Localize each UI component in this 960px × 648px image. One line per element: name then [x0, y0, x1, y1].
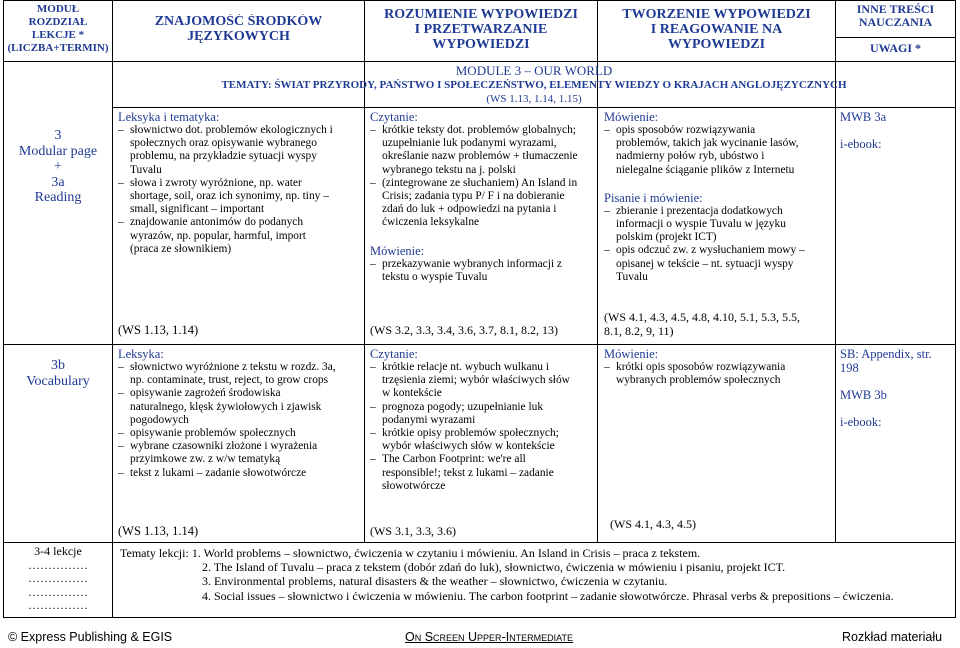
- row1-reception-cell: [370, 110, 597, 284]
- label-lexis-topics: Leksyka i tematyka:: [118, 110, 220, 124]
- list-item: – opis odczuć zw. z wysłuchaniem mowy – opisanej w tekście – nt. sytuacji wyspy Tuvalu: [604, 244, 835, 284]
- row1-language-cell: [118, 110, 364, 256]
- label-reading: Czytanie:: [370, 110, 418, 124]
- header-col4: TWORZENIE WYPOWIEDZI I REAGOWANIE NA WYPOWIEDZI: [622, 7, 811, 52]
- iebook-ref: i-ebook:: [840, 137, 882, 151]
- footer-title: Rozkład materiału: [842, 630, 943, 644]
- list-item: – zbieranie i prezentacja dodatkowych informacji o wyspie Tuvalu w języku polskim (projekt ICT): [604, 205, 835, 245]
- list-item: – wybrane czasowniki złożone i wyrażenia przyimkowe zw. z w/w tematyką: [118, 440, 364, 466]
- header-col1: MODUŁ ROZDZIAŁ LEKCJE * (LICZBA+TERMIN): [7, 3, 109, 54]
- list-item: – opisywanie zagrożeń środowiska naturalnego, klęsk żywiołowych i zjawisk pogodowych: [118, 387, 364, 427]
- iebook-ref: i-ebook:: [840, 415, 882, 429]
- topic-row-3: 3. Environmental problems, natural disasters & the weather – słownictwo, ćwiczenia w czytaniu.: [202, 574, 668, 589]
- row2-production-ws: (WS 4.1, 4.3, 4.5): [610, 517, 696, 531]
- list-item: – słownictwo wyróżnione z tekstu w rozdz. 3a, np. contaminate, trust, reject, to grow crops: [118, 361, 364, 387]
- module-themes: TEMATY: ŚWIAT PRZYRODY, PAŃSTWO I SPOŁECZEŃSTWO, ELEMENTY WIEDZY O KRAJACH ANGLOJĘZYCZNYCH: [221, 79, 847, 91]
- footer-course: On Screen Upper-Intermediate: [405, 630, 574, 644]
- list-item: – (zintegrowane ze słuchaniem) An Island in Crisis; zadania typu P/ F i na dobieranie zdań do luk + odpowiedzi na pytania i ćwiczenia leksykalne: [370, 177, 597, 230]
- label-speaking: Mówienie:: [604, 347, 659, 361]
- border-left: [3, 0, 4, 618]
- row-divider-module: [112, 107, 956, 108]
- list-item: – opisywanie problemów społecznych: [118, 427, 364, 440]
- header-col5: INNE TREŚCI NAUCZANIA: [856, 3, 935, 29]
- row1-production-ws: (WS 4.1, 4.3, 4.5, 4.8, 4.10, 5.1, 5.3, 5.5, 8.1, 8.2, 9, 11): [604, 310, 800, 338]
- list-item: – słownictwo dot. problemów ekologicznych i społecznych oraz opisywanie wybranego problemu, na przykładzie sytuacji wyspy Tuvalu: [118, 124, 364, 177]
- list-item: – przekazywanie wybranych informacji z tekstu o wyspie Tuvalu: [370, 258, 597, 284]
- list-item: – prognoza pogody; uzupełnianie luk podanymi wyrazami: [370, 401, 597, 427]
- list-item: – tekst z lukami – zadanie słowotwórcze: [118, 467, 364, 480]
- label-speaking: Mówienie:: [604, 110, 659, 124]
- topic-row-2: 2. The Island of Tuvalu – praca z tekstem (dobór zdań do luk), słownictwo, ćwiczenia w mówieniu i pisaniu, projekt ICT.: [202, 560, 786, 575]
- border-top: [3, 0, 956, 1]
- list-item: – słowa i zwroty wyróżnione, np. water shortage, soil, oraz ich synonimy, np. tiny – small, significant – important: [118, 177, 364, 217]
- list-item: – krótkie opisy problemów społecznych; wybór właściwych słów w kontekście: [370, 427, 597, 453]
- row2-reception-ws: (WS 3.1, 3.3, 3.6): [370, 524, 456, 538]
- row2-language-ws: (WS 1.13, 1.14): [118, 524, 199, 538]
- label-lexis: Leksyka:: [118, 347, 164, 361]
- module-ws: (WS 1.13, 1.14, 1.15): [486, 93, 582, 105]
- topic-row-1: [120, 546, 955, 560]
- lesson-topics: [120, 546, 955, 603]
- row2-other-cell: [840, 347, 955, 429]
- topic-text: 1. World problems – słownictwo, ćwiczenia w czytaniu i mówieniu. An Island in Crisis – praca z tekstem.: [191, 546, 701, 560]
- row1-other-cell: [840, 110, 955, 151]
- list-item: – krótki opis sposobów rozwiązywania wybranych problemów społecznych: [604, 361, 835, 387]
- label-writing-speaking: Pisanie i mówienie:: [604, 190, 703, 205]
- border-right: [955, 0, 956, 618]
- list-item: – krótkie teksty dot. problemów globalnych; uzupełnianie luk podanymi wyrazami, określanie nazw problemów + tłumaczenie wybranego tekstu na j. polski: [370, 124, 597, 177]
- border-bottom: [3, 617, 956, 618]
- footer-copyright: © Express Publishing & EGIS: [8, 630, 173, 644]
- row1-reception-ws: (WS 3.2, 3.3, 3.4, 3.6, 3.7, 8.1, 8.2, 13): [370, 323, 558, 337]
- row-divider-2: [3, 542, 956, 543]
- sb-appendix-ref: SB: Appendix, str.: [840, 347, 932, 361]
- topics-label: Tematy lekcji:: [120, 546, 189, 560]
- row1-production-cell: [604, 110, 835, 284]
- lesson-3-label: 3 Modular page + 3a Reading: [18, 128, 98, 205]
- row2-reception-cell: [370, 347, 597, 493]
- list-item: – opis sposobów rozwiązywania problemów, takich jak wycinanie lasów, nadmierny połów ryb, ubóstwo i nielegalne ściąganie plików z Internetu: [604, 124, 835, 177]
- list-item: – znajdowanie antonimów do podanych wyrazów, np. popular, harmful, import (praca ze słownikiem): [118, 216, 364, 256]
- sb-appendix-page: 198: [840, 361, 859, 375]
- header-col3: ROZUMIENIE WYPOWIEDZI I PRZETWARZANIE WYPOWIEDZI: [384, 7, 578, 52]
- row-divider-header: [3, 61, 956, 62]
- module-title: MODULE 3 – OUR WORLD: [455, 63, 613, 78]
- notes-divider: [835, 37, 956, 38]
- list-item: – krótkie relacje nt. wybuch wulkanu i trzęsienia ziemi; wybór właściwych słów w kontekście: [370, 361, 597, 401]
- label-speaking: Mówienie:: [370, 243, 425, 258]
- lesson-3b-label: 3b Vocabulary: [26, 358, 90, 389]
- row-divider-1: [3, 344, 956, 345]
- header-col2: ZNAJOMOŚĆ ŚRODKÓW JĘZYKOWYCH: [154, 14, 323, 44]
- header-notes: UWAGI *: [869, 42, 921, 55]
- list-item: – The Carbon Footprint: we're all responsible!; tekst z lukami – zadanie słowotwórcze: [370, 453, 597, 493]
- row2-production-cell: [604, 347, 835, 387]
- row1-language-ws: (WS 1.13, 1.14): [118, 323, 199, 337]
- lesson-count-cell: 3-4 lekcje …………… …………… …………… ……………: [28, 545, 88, 612]
- row2-language-cell: [118, 347, 364, 480]
- mwb-ref: MWB 3a: [840, 110, 887, 124]
- topic-row-4: 4. Social issues – słownictwo i ćwiczenia w mówieniu. The carbon footprint – zadanie słowotwórcze. Phrasal verbs & prepositions – ćwiczenia.: [202, 588, 894, 603]
- label-reading: Czytanie:: [370, 347, 418, 361]
- mwb-ref: MWB 3b: [840, 388, 887, 402]
